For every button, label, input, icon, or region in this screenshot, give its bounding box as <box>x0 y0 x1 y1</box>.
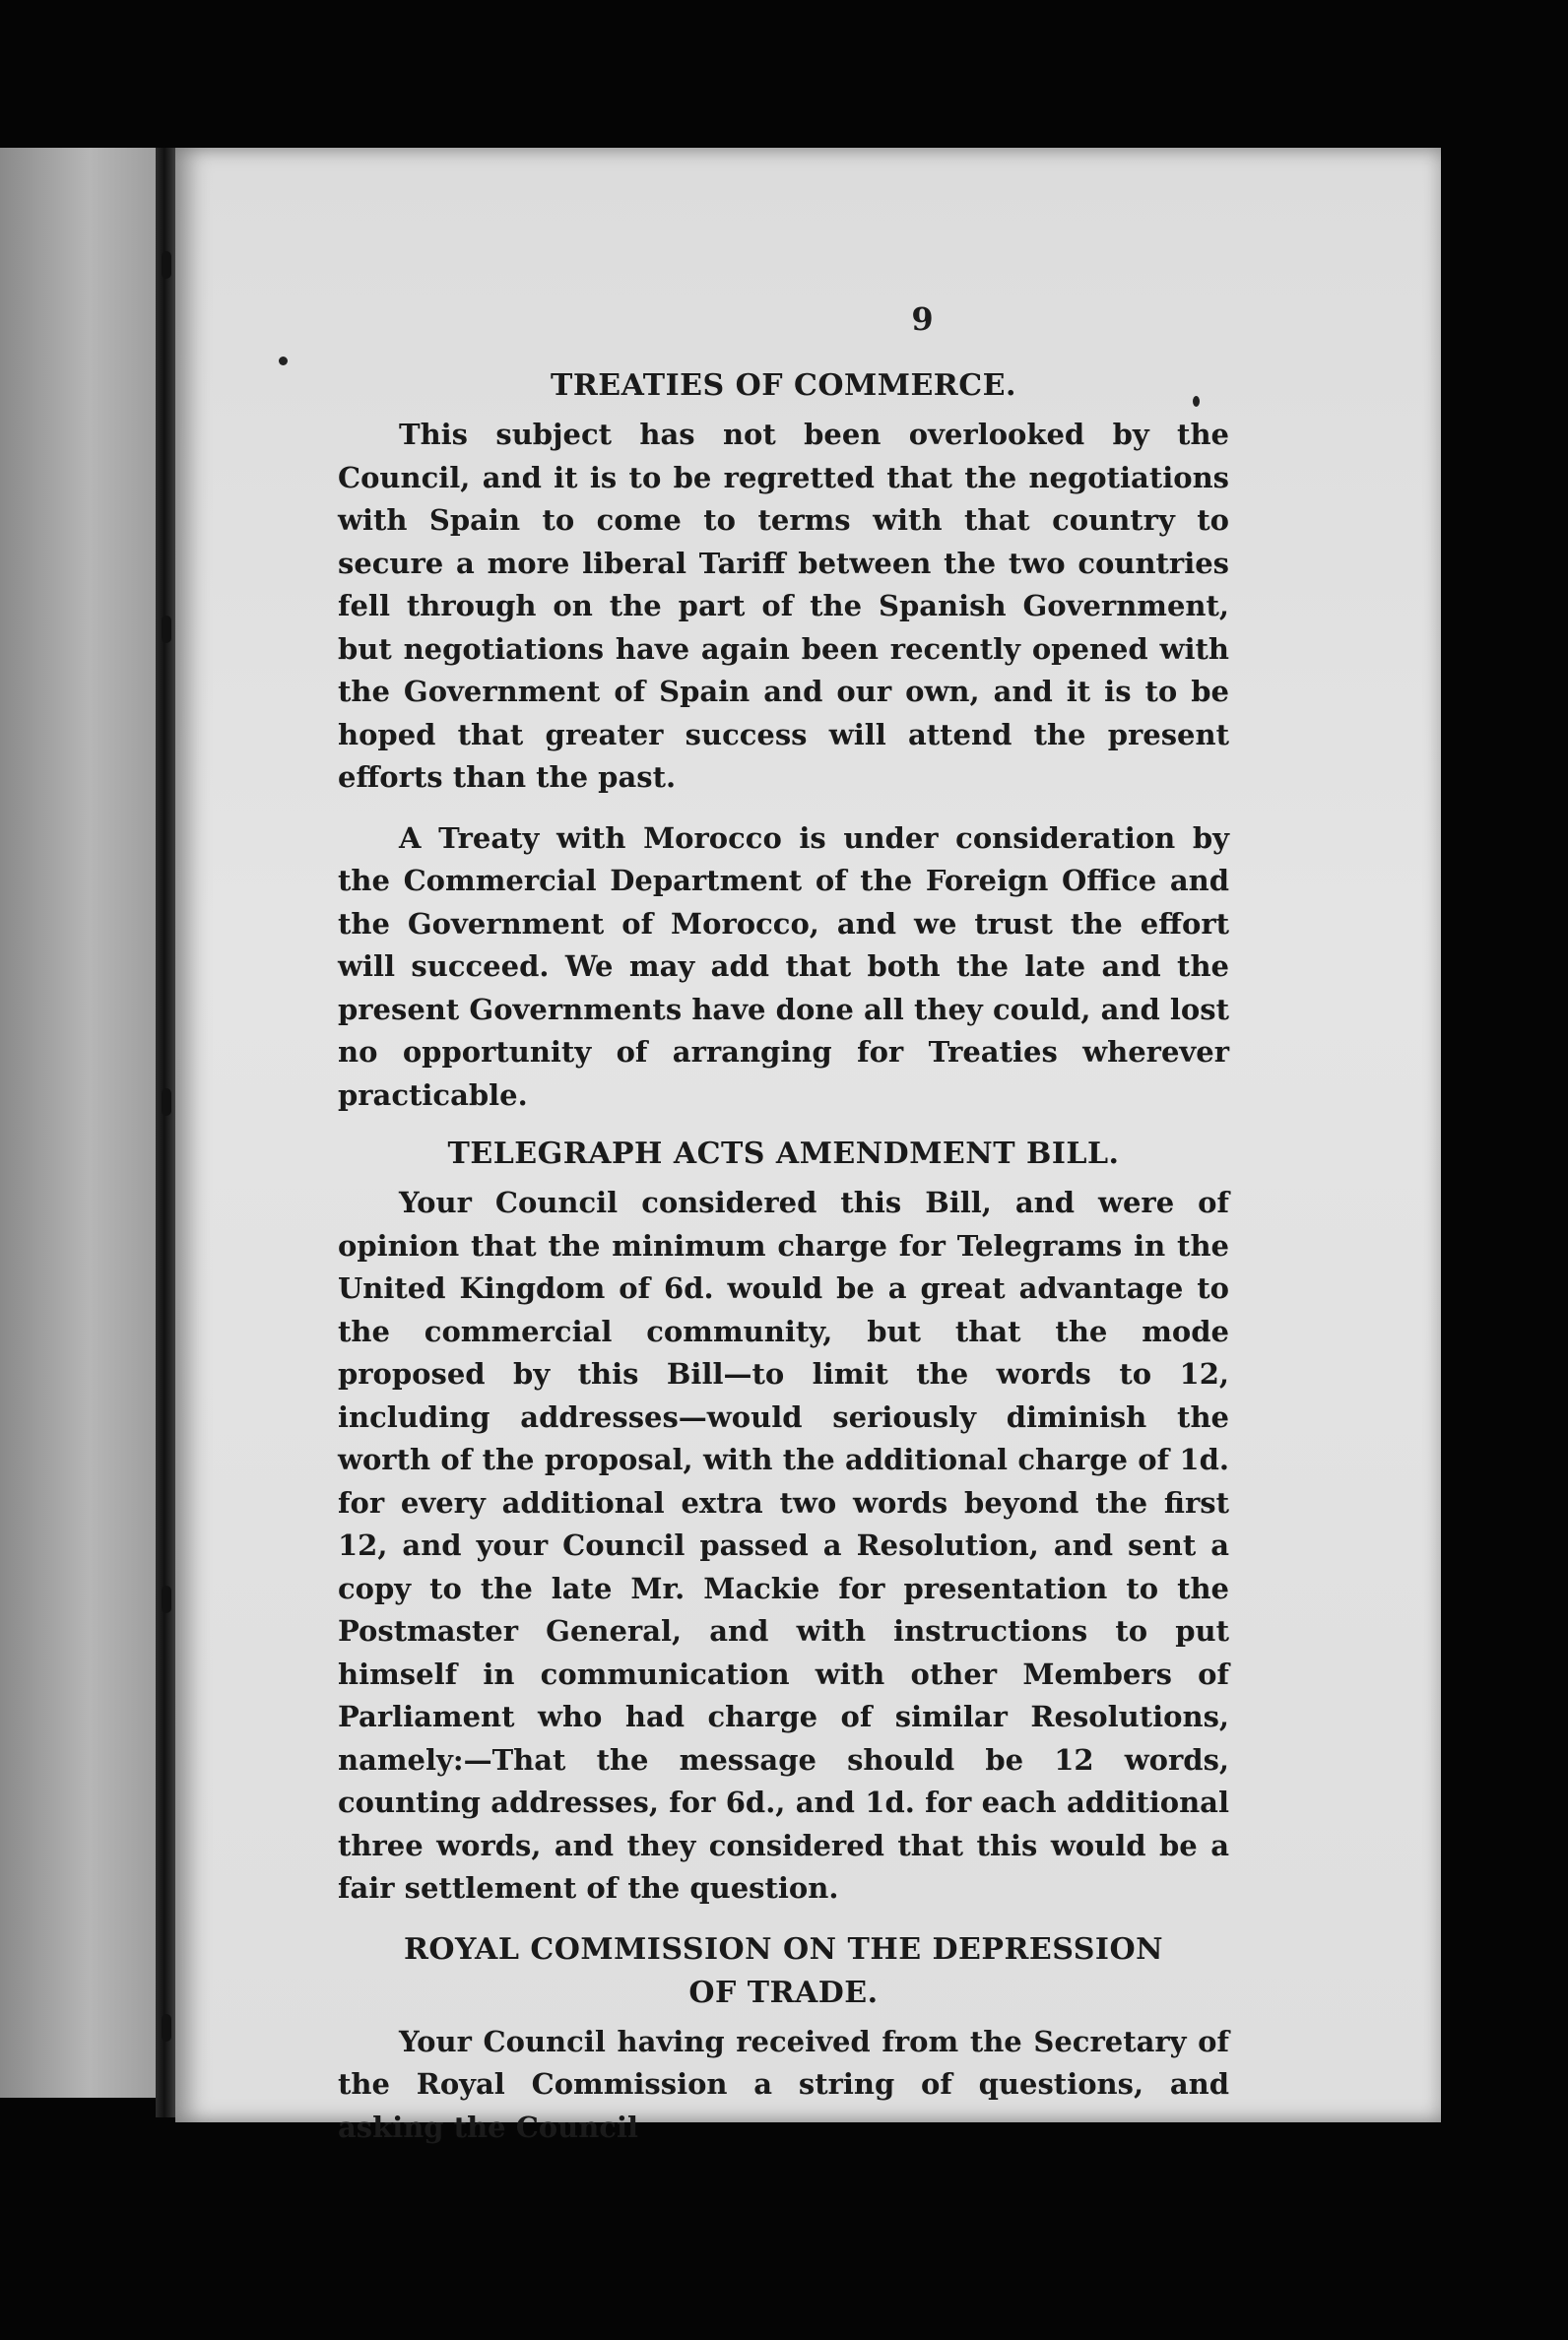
binding-gutter <box>156 148 175 2117</box>
binding-thread <box>162 616 171 643</box>
paragraph: Your Council considered this Bill, and were of opinion that the minimum charge for Telegrams in the United Kingdom of 6d. would be a great advantage to the commercial community, but that the mode proposed by this Bill—to limit the words to 12, including addresses—would seriously diminish the worth of the proposal, with the additional charge of 1d. for every additional extra two words beyond the first 12, and your Council passed a Resolution, and sent a copy to the late Mr. Mackie for presentation to the Postmaster General, and with instructions to put himself in communication with other Members of Parliament who had charge of similar Resolutions, namely:—That the message should be 12 words, counting addresses, for 6d., and 1d. for each additional three words, and they considered that this would be a fair settlement of the question. <box>338 1186 1229 1905</box>
section-heading: TREATIES OF COMMERCE. <box>551 368 1016 403</box>
binding-thread <box>162 2014 171 2042</box>
facing-page-edge <box>0 148 163 2098</box>
binding-thread <box>162 251 171 279</box>
paragraph: This subject has not been overlooked by the Council, and it is to be regretted that the negotiations with Spain to come to terms with that country to secure a more liberal Tariff between the two countries fell through on the part of the Spanish Government, but negotiations have again been recently opened with the Government of Spain and our own, and it is to be hoped that greater success will attend the present efforts than the past. <box>338 418 1229 794</box>
section-heading: ROYAL COMMISSION ON THE DEPRESSION <box>403 1931 1163 1967</box>
document-page <box>175 148 1441 2144</box>
page-number: 9 <box>911 300 934 338</box>
page-text <box>338 364 1229 2149</box>
paragraph: A Treaty with Morocco is under consideration by the Commercial Department of the Foreign Office and the Government of Morocco, and we trust the effort will succeed. We may add that both the late and the present Governments have done all they could, and lost no opportunity of arranging for Treaties wherever practicable. <box>338 820 1229 1112</box>
section-heading-continued: OF TRADE. <box>688 1975 879 2010</box>
binding-thread <box>162 1586 171 1613</box>
section-heading: TELEGRAPH ACTS AMENDMENT BILL. <box>447 1137 1120 1171</box>
binding-thread <box>162 1088 171 1116</box>
ink-speck <box>279 357 288 365</box>
paragraph: Your Council having received from the Secretary of the Royal Commission a string of questions, and asking the Council <box>338 2024 1229 2144</box>
